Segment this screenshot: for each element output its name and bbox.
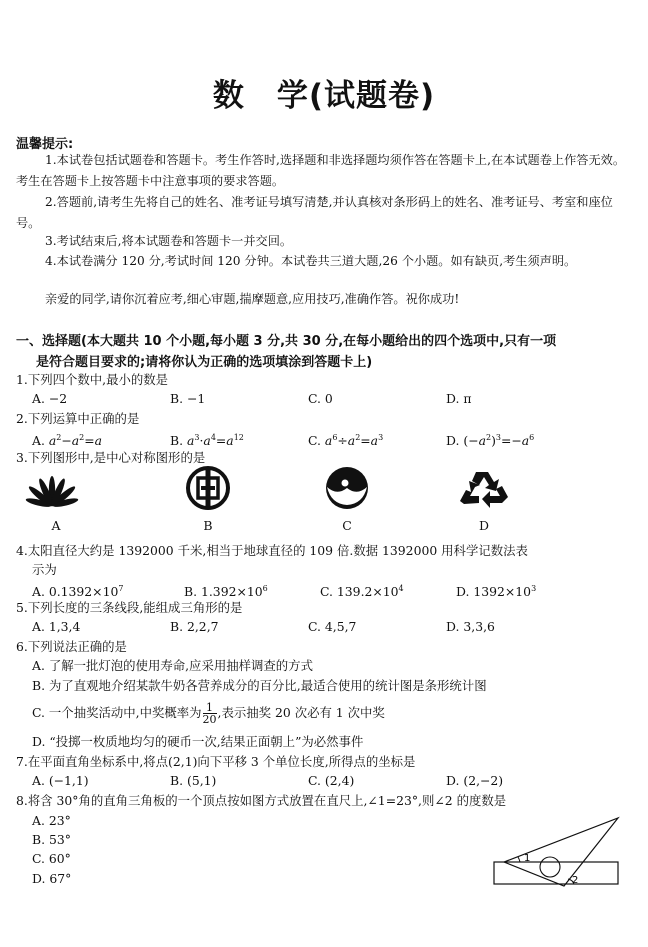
figure-a-huawei-logo[interactable]: [22, 466, 82, 510]
q8-option-c[interactable]: C. 60°: [32, 851, 71, 866]
figure-c-label: C: [342, 518, 352, 533]
section-heading: [16, 331, 640, 373]
figure-b-label: B: [203, 518, 213, 533]
q8-option-a[interactable]: A. 23°: [32, 813, 71, 828]
notice-item-1: 1.本试卷包括试题卷和答题卡。考生作答时,选择题和非选择题均须作答在答题卡上,在本试题卷上作答无效。考生在答题卡上按答题卡中注意事项的要求答题。: [16, 153, 626, 188]
q6-fraction-denominator: 20: [202, 713, 217, 726]
q1-option-b[interactable]: B. −1: [170, 391, 206, 406]
q6-option-c-suffix: ,表示抽奖 20 次必有 1 次中奖: [217, 705, 385, 720]
q6-fraction: [203, 702, 217, 725]
q6-option-a[interactable]: A. 了解一批灯泡的使用寿命,应采用抽样调查的方式: [32, 658, 313, 673]
q2-option-b[interactable]: B. $a^3\cdot a^4=a^{12}$: [170, 433, 244, 449]
section-heading-line-2: 是符合题目要求的;请将你认为正确的选项填涂到答题卡上): [36, 355, 373, 370]
question-1-stem: 1.下列四个数中,最小的数是: [16, 372, 169, 387]
q5-option-a[interactable]: A. 1,3,4: [32, 619, 81, 634]
notice-item-2: 2.答题前,请考生先将自己的姓名、准考证号填写清楚,并认真核对条形码上的姓名、准考证号、考室和座位号。: [16, 195, 613, 230]
question-8-stem: 8.将含 30°角的直角三角板的一个顶点按如图方式放置在直尺上,∠1=23°,则∠2 的度数是: [16, 793, 507, 808]
question-5-stem: 5.下列长度的三条线段,能组成三角形的是: [16, 600, 243, 615]
figure-d-recycle-icon[interactable]: [454, 466, 514, 510]
q1-option-d[interactable]: D. π: [446, 391, 472, 406]
q4-option-c[interactable]: C. $139.2\times 10^4$: [320, 584, 404, 600]
notice-item-3: 3.考试结束后,将本试题卷和答题卡一并交回。: [45, 234, 293, 248]
question-5-options: [32, 617, 632, 636]
q2-option-c[interactable]: C. $a^6\div a^2=a^3$: [308, 433, 384, 449]
question-2-stem: 2.下列运算中正确的是: [16, 411, 140, 426]
question-4-stem-line-2: 示为: [32, 562, 57, 577]
q6-fraction-numerator: 1: [203, 702, 217, 714]
question-6-stem: 6.下列说法正确的是: [16, 639, 127, 654]
q4-option-a[interactable]: A. $0.1392\times 10^7$: [32, 584, 124, 600]
q6-option-d[interactable]: D. “投掷一枚质地均匀的硬币一次,结果正面朝上”为必然事件: [32, 734, 364, 749]
q7-option-b[interactable]: B. (5,1): [170, 773, 217, 788]
figure-c-circle-logo[interactable]: [317, 466, 377, 510]
q7-option-d[interactable]: D. (2,−2): [446, 773, 504, 788]
question-2-options: [32, 428, 632, 450]
figure-a-label: A: [51, 518, 61, 533]
q6-option-b[interactable]: B. 为了直观地介绍某款牛奶各营养成分的百分比,最适合使用的统计图是条形统计图: [32, 678, 487, 693]
angle-1-arc: [518, 857, 520, 862]
q4-option-b[interactable]: B. $1.392\times 10^6$: [184, 584, 268, 600]
q5-option-c[interactable]: C. 4,5,7: [308, 619, 357, 634]
q8-option-b[interactable]: B. 53°: [32, 832, 71, 847]
q5-option-b[interactable]: B. 2,2,7: [170, 619, 219, 634]
page-title: 数 学(试题卷): [212, 78, 436, 114]
q2-option-d[interactable]: D. $(-a^2)^3=-a^6$: [446, 433, 535, 449]
q6-option-c-prefix: C. 一个抽奖活动中,中奖概率为: [32, 705, 202, 720]
question-3-stem: 3.下列图形中,是中心对称图形的是: [16, 450, 206, 465]
question-4-stem-line-1: 4.太阳直径大约是 1392000 千米,相当于地球直径的 109 倍.数据 1392000 用科学记数法表: [16, 543, 528, 558]
q4-option-d[interactable]: D. $1392\times 10^3$: [456, 584, 537, 600]
q5-option-d[interactable]: D. 3,3,6: [446, 619, 495, 634]
q8-option-d[interactable]: D. 67°: [32, 871, 72, 886]
triangle-ruler-figure: [490, 812, 622, 890]
q2-option-a[interactable]: A. $a^2-a^2=a$: [32, 433, 102, 449]
angle-2-label: 2: [572, 875, 579, 886]
section-heading-line-1: 一、选择题(本大题共 10 个小题,每小题 3 分,共 30 分,在每小题给出的四个选项中,只有一项: [16, 334, 557, 349]
q6-option-c[interactable]: [32, 702, 637, 725]
question-7-options: [32, 771, 632, 790]
angle-1-label: 1: [524, 853, 531, 864]
q1-option-c[interactable]: C. 0: [308, 391, 333, 406]
q7-option-a[interactable]: A. (−1,1): [32, 773, 89, 788]
q7-option-c[interactable]: C. (2,4): [308, 773, 355, 788]
notice-greeting: 亲爱的同学,请你沉着应考,细心审题,揣摩题意,应用技巧,准确作答。祝你成功!: [45, 292, 460, 306]
notice-heading: 温馨提示:: [16, 137, 74, 152]
question-1-options: [32, 389, 632, 408]
notice-item-4: 4.本试卷满分 120 分,考试时间 120 分钟。本试卷共三道大题,26 个小题。如有缺页,考生须声明。: [45, 254, 577, 268]
question-7-stem: 7.在平面直角坐标系中,将点(2,1)向下平移 3 个单位长度,所得点的坐标是: [16, 754, 416, 769]
q1-option-a[interactable]: A. −2: [32, 391, 68, 406]
figure-b-bank-logo[interactable]: [178, 466, 238, 510]
figure-d-label: D: [478, 518, 490, 533]
